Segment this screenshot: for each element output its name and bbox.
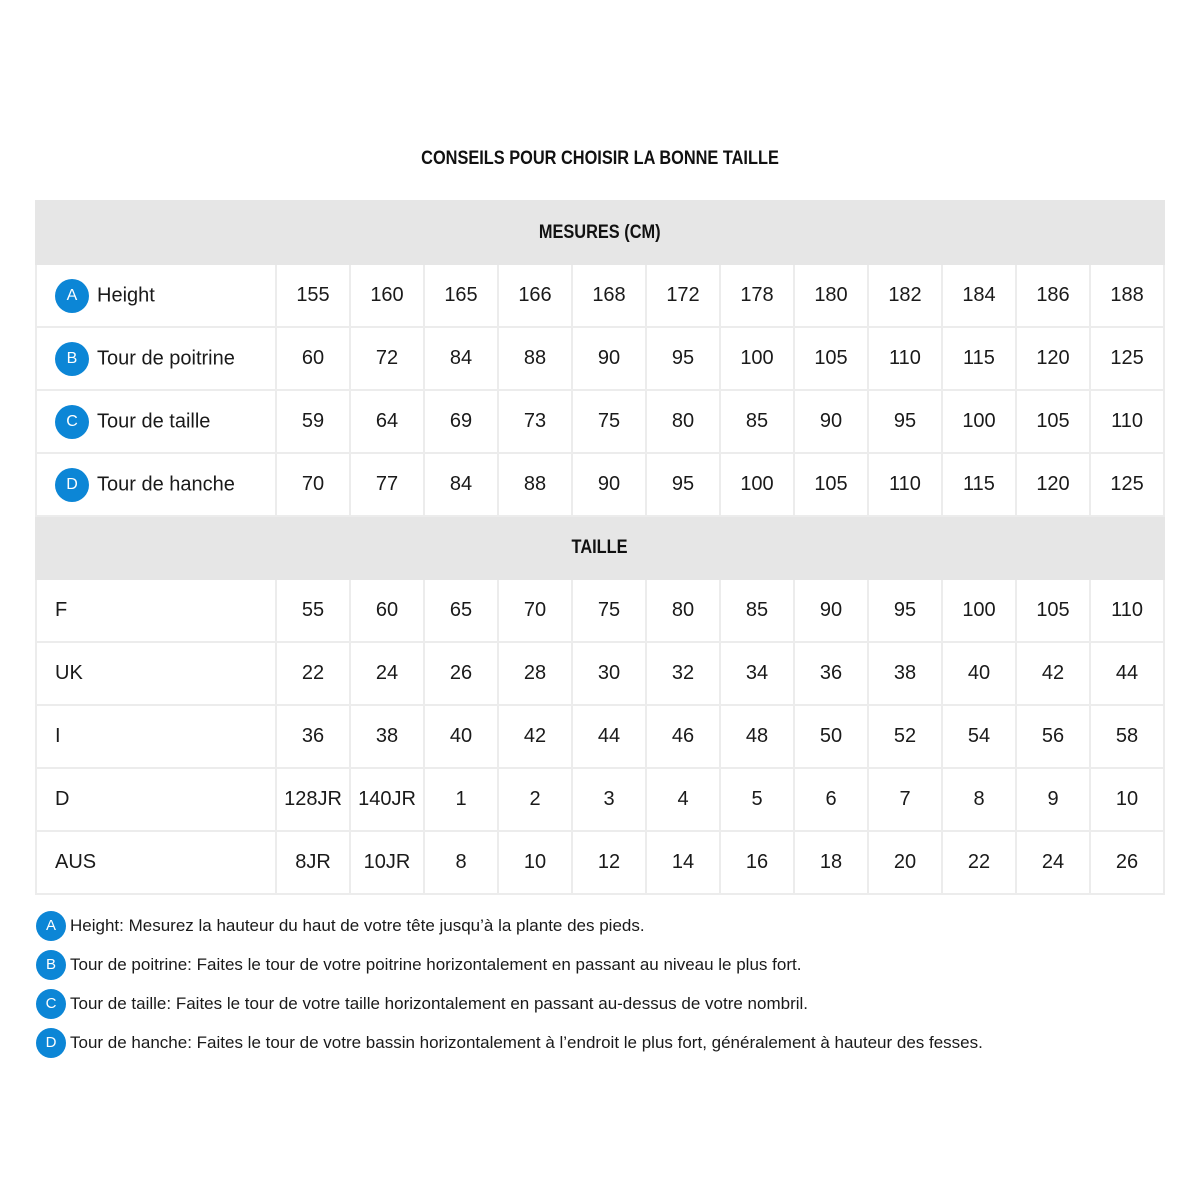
- table-cell: 115: [942, 327, 1016, 390]
- measures-section-header: [36, 201, 1164, 264]
- table-cell: 125: [1090, 453, 1164, 516]
- table-row: [36, 390, 1164, 453]
- table-cell: 9: [1016, 768, 1090, 831]
- table-cell: 110: [868, 327, 942, 390]
- table-cell: 105: [794, 453, 868, 516]
- row-label-cell: [36, 642, 276, 705]
- table-cell: 110: [868, 453, 942, 516]
- table-cell: 110: [1090, 579, 1164, 642]
- table-cell: 140JR: [350, 768, 424, 831]
- table-cell: 5: [720, 768, 794, 831]
- table-cell: 155: [276, 264, 350, 327]
- table-cell: 36: [794, 642, 868, 705]
- note-item: [36, 1023, 1176, 1062]
- table-cell: 168: [572, 264, 646, 327]
- table-cell: 42: [498, 705, 572, 768]
- table-cell: 34: [720, 642, 794, 705]
- table-row: [36, 705, 1164, 768]
- table-cell: 182: [868, 264, 942, 327]
- table-cell: 10: [1090, 768, 1164, 831]
- table-cell: 36: [276, 705, 350, 768]
- sizes-header: TAILLE: [572, 536, 629, 558]
- row-label: F: [55, 599, 68, 622]
- table-cell: 59: [276, 390, 350, 453]
- table-cell: 24: [1016, 831, 1090, 894]
- measure-badge: D: [55, 468, 89, 502]
- table-cell: 95: [868, 579, 942, 642]
- table-cell: 95: [868, 390, 942, 453]
- table-row: [36, 768, 1164, 831]
- table-cell: 42: [1016, 642, 1090, 705]
- row-label: D: [55, 788, 70, 811]
- table-cell: 14: [646, 831, 720, 894]
- table-cell: 54: [942, 705, 1016, 768]
- sizes-section-header: [36, 516, 1164, 579]
- table-cell: 44: [572, 705, 646, 768]
- note-badge: B: [36, 950, 66, 980]
- table-cell: 2: [498, 768, 572, 831]
- table-cell: 73: [498, 390, 572, 453]
- table-cell: 10: [498, 831, 572, 894]
- measure-badge: C: [55, 405, 89, 439]
- table-cell: 105: [1016, 579, 1090, 642]
- table-cell: 20: [868, 831, 942, 894]
- table-cell: 48: [720, 705, 794, 768]
- row-label-cell: [36, 831, 276, 894]
- table-cell: 160: [350, 264, 424, 327]
- table-cell: 1: [424, 768, 498, 831]
- table-cell: 30: [572, 642, 646, 705]
- measures-header: MESURES (CM): [539, 221, 661, 243]
- table-body: [36, 201, 1164, 894]
- table-cell: 88: [498, 453, 572, 516]
- note-item: [36, 984, 1176, 1023]
- table-cell: 100: [942, 390, 1016, 453]
- table-cell: 88: [498, 327, 572, 390]
- table-cell: 72: [350, 327, 424, 390]
- table-cell: 18: [794, 831, 868, 894]
- table-cell: 16: [720, 831, 794, 894]
- table-row: [36, 642, 1164, 705]
- table-cell: 28: [498, 642, 572, 705]
- table-cell: 105: [1016, 390, 1090, 453]
- table-cell: 24: [350, 642, 424, 705]
- table-cell: 75: [572, 390, 646, 453]
- table-cell: 26: [1090, 831, 1164, 894]
- table-cell: 90: [794, 390, 868, 453]
- table-cell: 166: [498, 264, 572, 327]
- note-text: Tour de poitrine: Faites le tour de votre poitrine horizontalement en passant au niveau le plus fort.: [70, 954, 802, 974]
- row-label: Tour de hanche: [97, 473, 235, 495]
- table-cell: 80: [646, 390, 720, 453]
- row-label-cell: [36, 579, 276, 642]
- table-cell: 12: [572, 831, 646, 894]
- table-cell: 69: [424, 390, 498, 453]
- table-cell: 100: [942, 579, 1016, 642]
- table-cell: 172: [646, 264, 720, 327]
- table-cell: 3: [572, 768, 646, 831]
- row-label: Height: [97, 284, 155, 306]
- note-text: Tour de taille: Faites le tour de votre taille horizontalement en passant au-dessus de votre nombril.: [70, 993, 809, 1013]
- table-row: [36, 579, 1164, 642]
- table-cell: 70: [276, 453, 350, 516]
- table-cell: 178: [720, 264, 794, 327]
- table-cell: 40: [424, 705, 498, 768]
- note-badge: D: [36, 1028, 66, 1058]
- table-cell: 60: [276, 327, 350, 390]
- note-badge: C: [36, 989, 66, 1019]
- row-label-cell: [36, 768, 276, 831]
- table-cell: 85: [720, 390, 794, 453]
- table-cell: 115: [942, 453, 1016, 516]
- table-cell: 32: [646, 642, 720, 705]
- row-label-cell: [36, 705, 276, 768]
- table-cell: 186: [1016, 264, 1090, 327]
- measures-header-cell: [36, 201, 1164, 264]
- table-cell: 64: [350, 390, 424, 453]
- measure-badge: A: [55, 279, 89, 313]
- table-cell: 26: [424, 642, 498, 705]
- table-cell: 44: [1090, 642, 1164, 705]
- row-label-cell: [36, 264, 276, 327]
- table-cell: 58: [1090, 705, 1164, 768]
- table-cell: 10JR: [350, 831, 424, 894]
- table-cell: 100: [720, 453, 794, 516]
- row-label: I: [55, 725, 61, 748]
- table-cell: 7: [868, 768, 942, 831]
- table-cell: 120: [1016, 327, 1090, 390]
- table-cell: 180: [794, 264, 868, 327]
- table-row: [36, 831, 1164, 894]
- note-text: Height: Mesurez la hauteur du haut de votre tête jusqu’à la plante des pieds.: [70, 915, 645, 935]
- table-cell: 22: [276, 642, 350, 705]
- table-cell: 105: [794, 327, 868, 390]
- row-label-cell: [36, 390, 276, 453]
- row-label-cell: [36, 453, 276, 516]
- table-cell: 38: [868, 642, 942, 705]
- table-cell: 22: [942, 831, 1016, 894]
- page-title: CONSEILS POUR CHOISIR LA BONNE TAILLE: [421, 148, 779, 169]
- table-cell: 46: [646, 705, 720, 768]
- table-cell: 70: [498, 579, 572, 642]
- note-item: [36, 906, 1176, 945]
- table-cell: 90: [794, 579, 868, 642]
- table-cell: 8: [942, 768, 1016, 831]
- size-chart-table: [35, 200, 1165, 895]
- measurement-notes: [36, 906, 1176, 1062]
- table-cell: 125: [1090, 327, 1164, 390]
- table-cell: 184: [942, 264, 1016, 327]
- row-label: Tour de taille: [97, 410, 211, 432]
- table-cell: 38: [350, 705, 424, 768]
- table-cell: 120: [1016, 453, 1090, 516]
- table-cell: 8: [424, 831, 498, 894]
- table-cell: 77: [350, 453, 424, 516]
- table-cell: 50: [794, 705, 868, 768]
- table-cell: 52: [868, 705, 942, 768]
- table-row: [36, 327, 1164, 390]
- table-cell: 80: [646, 579, 720, 642]
- table-cell: 65: [424, 579, 498, 642]
- table-cell: 128JR: [276, 768, 350, 831]
- table-cell: 60: [350, 579, 424, 642]
- table-cell: 85: [720, 579, 794, 642]
- row-label: Tour de poitrine: [97, 347, 235, 369]
- row-label: UK: [55, 662, 83, 685]
- table-cell: 56: [1016, 705, 1090, 768]
- table-cell: 6: [794, 768, 868, 831]
- note-item: [36, 945, 1176, 984]
- table-cell: 84: [424, 327, 498, 390]
- table-cell: 95: [646, 327, 720, 390]
- sizes-header-cell: [36, 516, 1164, 579]
- table-cell: 100: [720, 327, 794, 390]
- table-cell: 40: [942, 642, 1016, 705]
- note-badge: A: [36, 911, 66, 941]
- note-text: Tour de hanche: Faites le tour de votre bassin horizontalement à l’endroit le plus fort, généralement à hauteur des fesses.: [70, 1032, 983, 1052]
- table-cell: 165: [424, 264, 498, 327]
- table-row: [36, 264, 1164, 327]
- table-cell: 8JR: [276, 831, 350, 894]
- table-cell: 55: [276, 579, 350, 642]
- measure-badge: B: [55, 342, 89, 376]
- table-cell: 110: [1090, 390, 1164, 453]
- table-row: [36, 453, 1164, 516]
- table-cell: 90: [572, 453, 646, 516]
- table-cell: 90: [572, 327, 646, 390]
- row-label: AUS: [55, 851, 97, 874]
- table-cell: 75: [572, 579, 646, 642]
- table-cell: 188: [1090, 264, 1164, 327]
- table-cell: 4: [646, 768, 720, 831]
- row-label-cell: [36, 327, 276, 390]
- table-cell: 84: [424, 453, 498, 516]
- table-cell: 95: [646, 453, 720, 516]
